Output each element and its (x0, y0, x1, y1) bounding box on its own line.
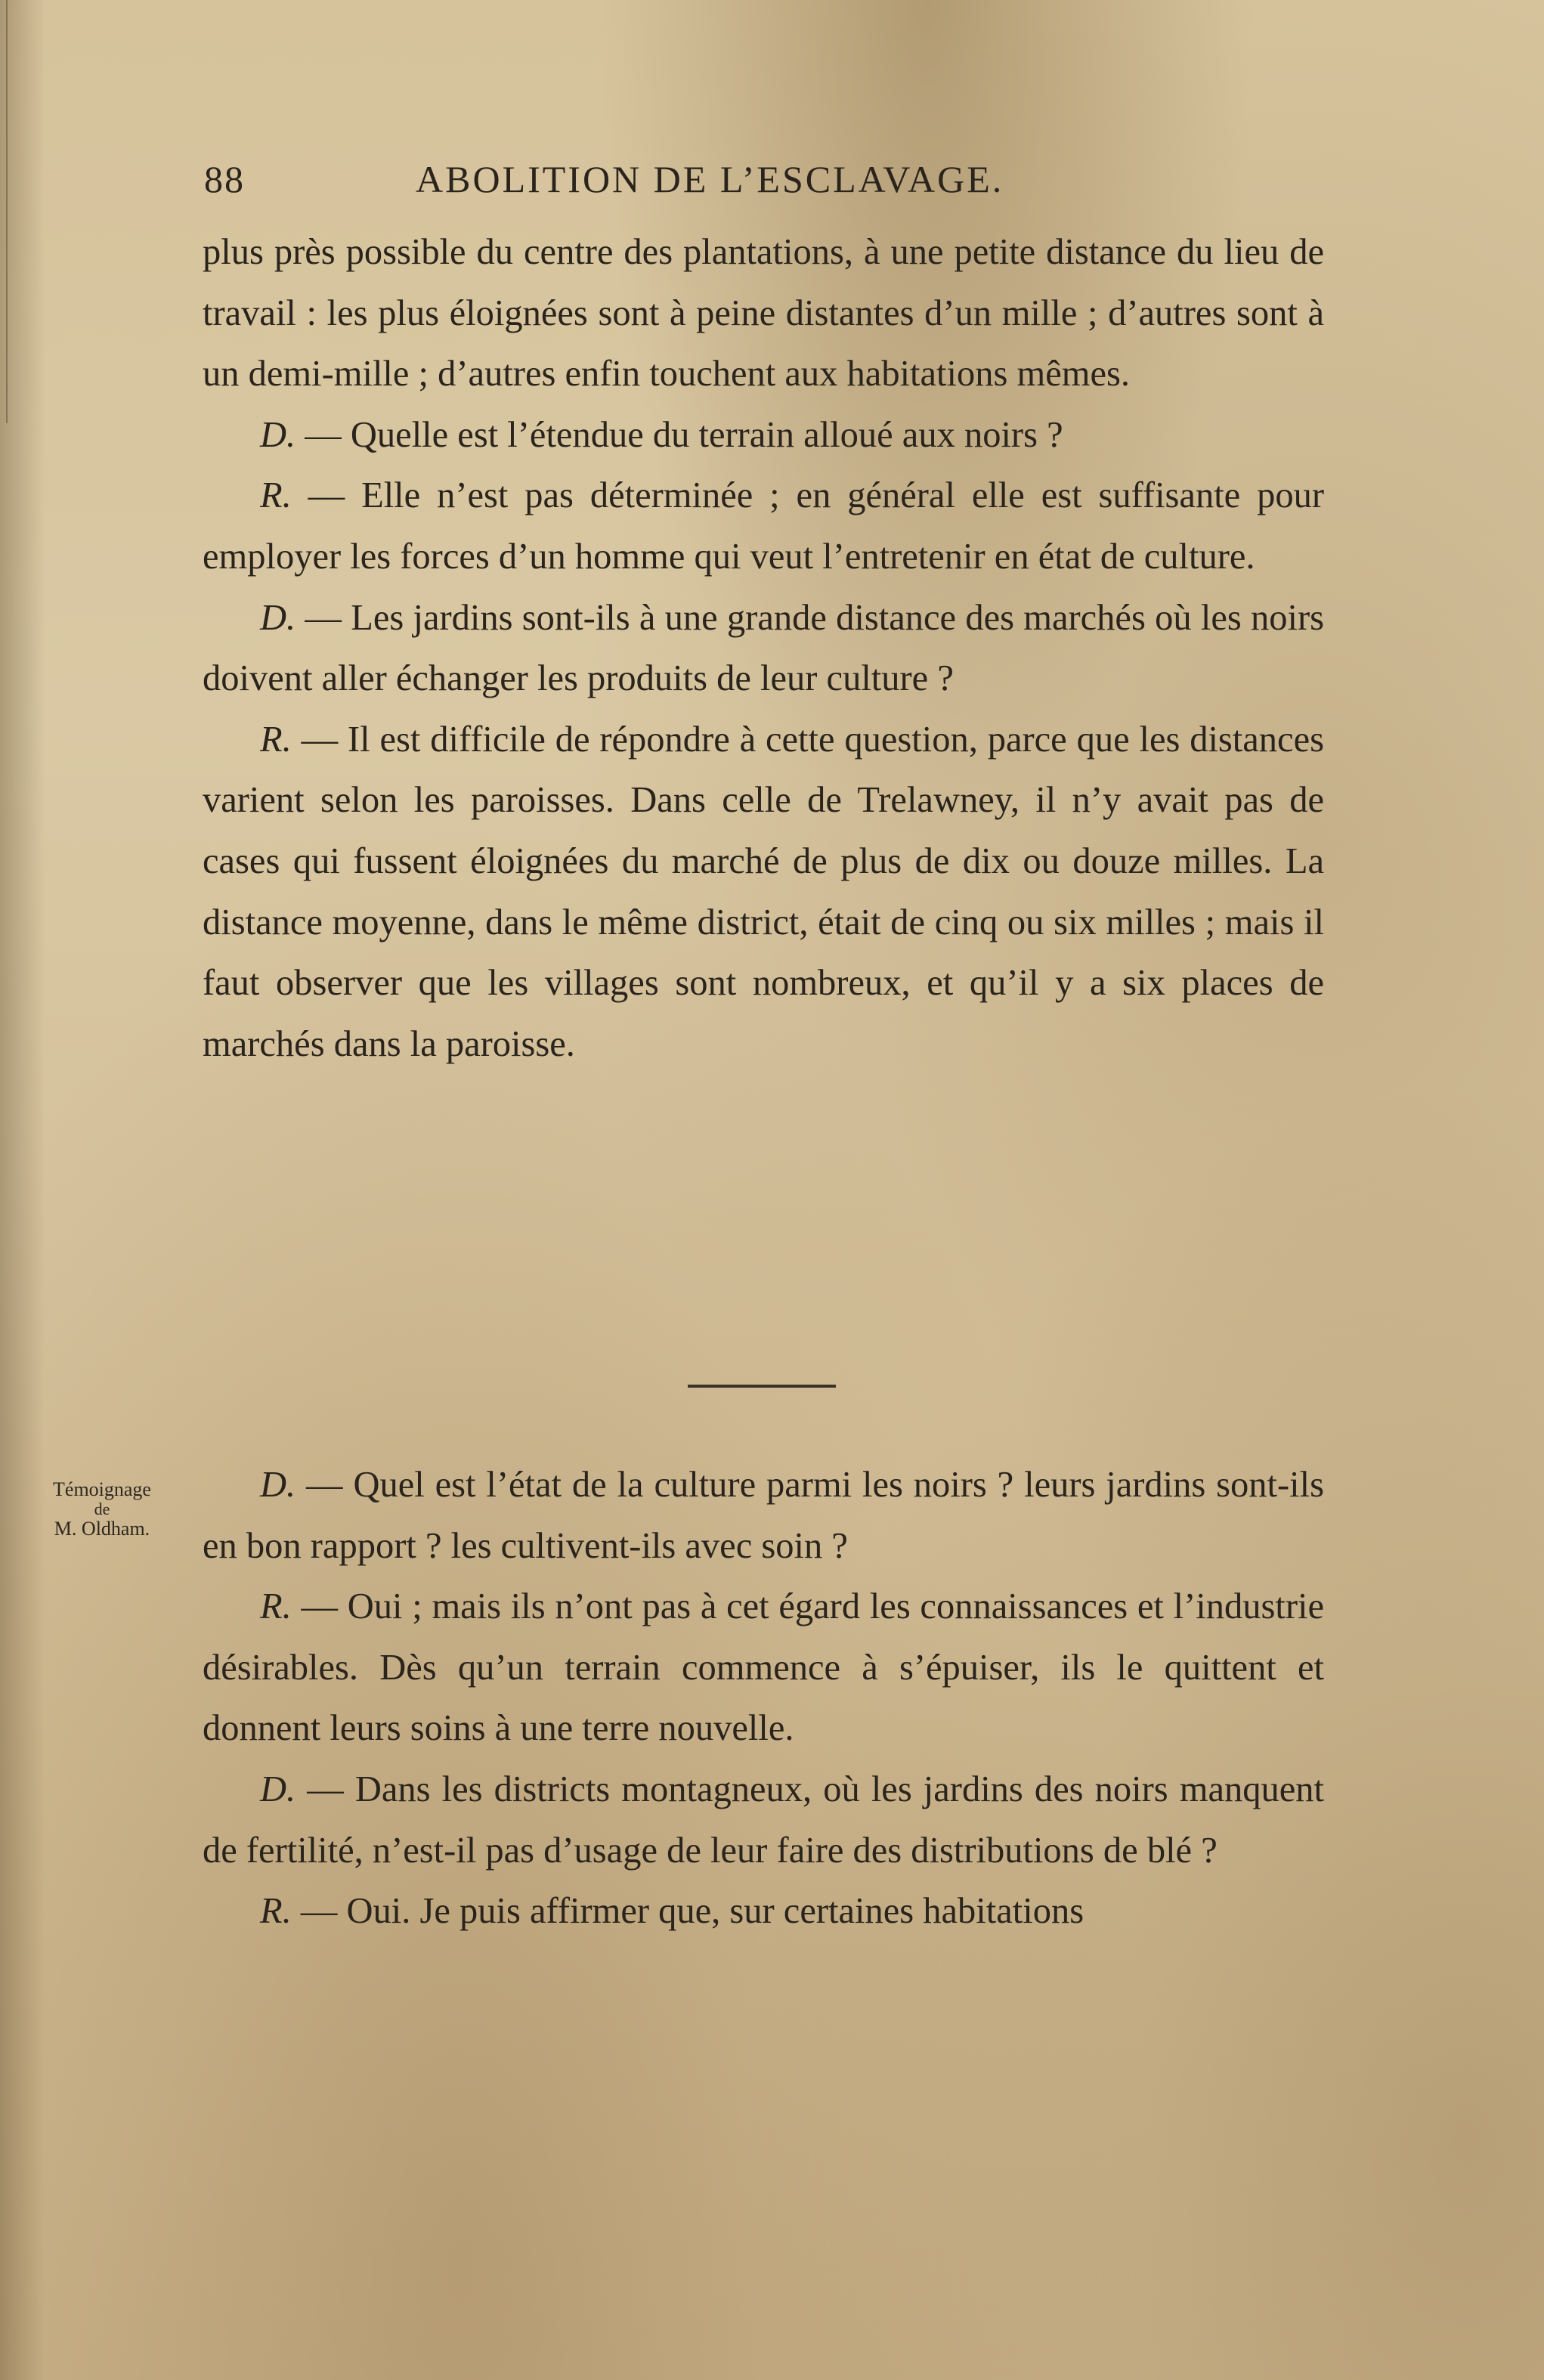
binding-edge (6, 0, 8, 423)
question-marker: D. (260, 597, 296, 638)
question-text: — Dans les districts montagneux, où les jardins des noirs manquent de fertilité, n’est-il pas d’usage de leur faire des distributions de blé ? (203, 1769, 1324, 1871)
margin-note (23, 1478, 181, 1540)
question-paragraph (203, 588, 1324, 710)
margin-note-line: de (94, 1499, 110, 1518)
paragraph-continuation: plus près possible du centre des plantations, à une petite distance du lieu de travail : les plus éloignées sont à peine distantes d’un mille ; d’autres sont à un demi-mille ; d’autres enfin touchent aux habitations mêmes. (203, 232, 1324, 395)
text-block-bottom (203, 1455, 1324, 1942)
section-divider (688, 1385, 836, 1388)
answer-text: — Elle n’est pas déterminée ; en général elle est suffisante pour employer les forces d’un homme qui veut l’entretenir en état de culture. (203, 475, 1324, 577)
question-marker: D. (260, 1769, 296, 1809)
answer-text: — Oui ; mais ils n’ont pas à cet égard les connaissances et l’industrie désirables. Dès qu’un terrain commence à s’épuiser, ils le quittent et donnent leurs soins à une terre nouvelle. (203, 1586, 1324, 1749)
answer-marker: R. (260, 1891, 292, 1932)
question-text: — Les jardins sont-ils à une grande distance des marchés où les noirs doivent aller échanger les produits de leur culture ? (203, 597, 1324, 699)
text-block-top (203, 222, 1324, 1075)
answer-text: — Il est difficile de répondre à cette question, parce que les distances varient selon les paroisses. Dans celle de Trelawney, il n’y avait pas de cases qui fussent éloignées du marché de plus de dix ou douze milles. La distance moyenne, dans le même district, était de cinq ou six milles ; mais il faut observer que les villages sont nombreux, et qu’il y a six places de marchés dans la paroisse. (203, 719, 1324, 1064)
question-marker: D. (260, 414, 296, 455)
running-title: ABOLITION DE L’ESCLAVAGE. (416, 158, 1004, 200)
answer-marker: R. (260, 475, 292, 516)
answer-marker: R. (260, 719, 292, 760)
question-marker: D. (260, 1465, 296, 1505)
answer-text: — Oui. Je puis affirmer que, sur certaines habitations (291, 1891, 1085, 1932)
question-paragraph (203, 405, 1324, 466)
question-paragraph (203, 1455, 1324, 1577)
answer-paragraph (203, 466, 1324, 587)
answer-paragraph (203, 1577, 1324, 1759)
answer-paragraph (203, 710, 1324, 1075)
question-text: — Quel est l’état de la culture parmi les noirs ? leurs jardins sont-ils en bon rapport ? les cultivent-ils avec soin ? (203, 1465, 1324, 1566)
answer-marker: R. (260, 1586, 292, 1627)
question-paragraph (203, 1759, 1324, 1881)
page-header (204, 157, 1323, 203)
page-number: 88 (204, 158, 245, 200)
question-text: — Quelle est l’étendue du terrain alloué aux noirs ? (295, 414, 1063, 455)
answer-paragraph (203, 1881, 1324, 1942)
margin-note-line: Témoignage (53, 1478, 151, 1500)
margin-note-line: M. Oldham. (54, 1518, 150, 1540)
